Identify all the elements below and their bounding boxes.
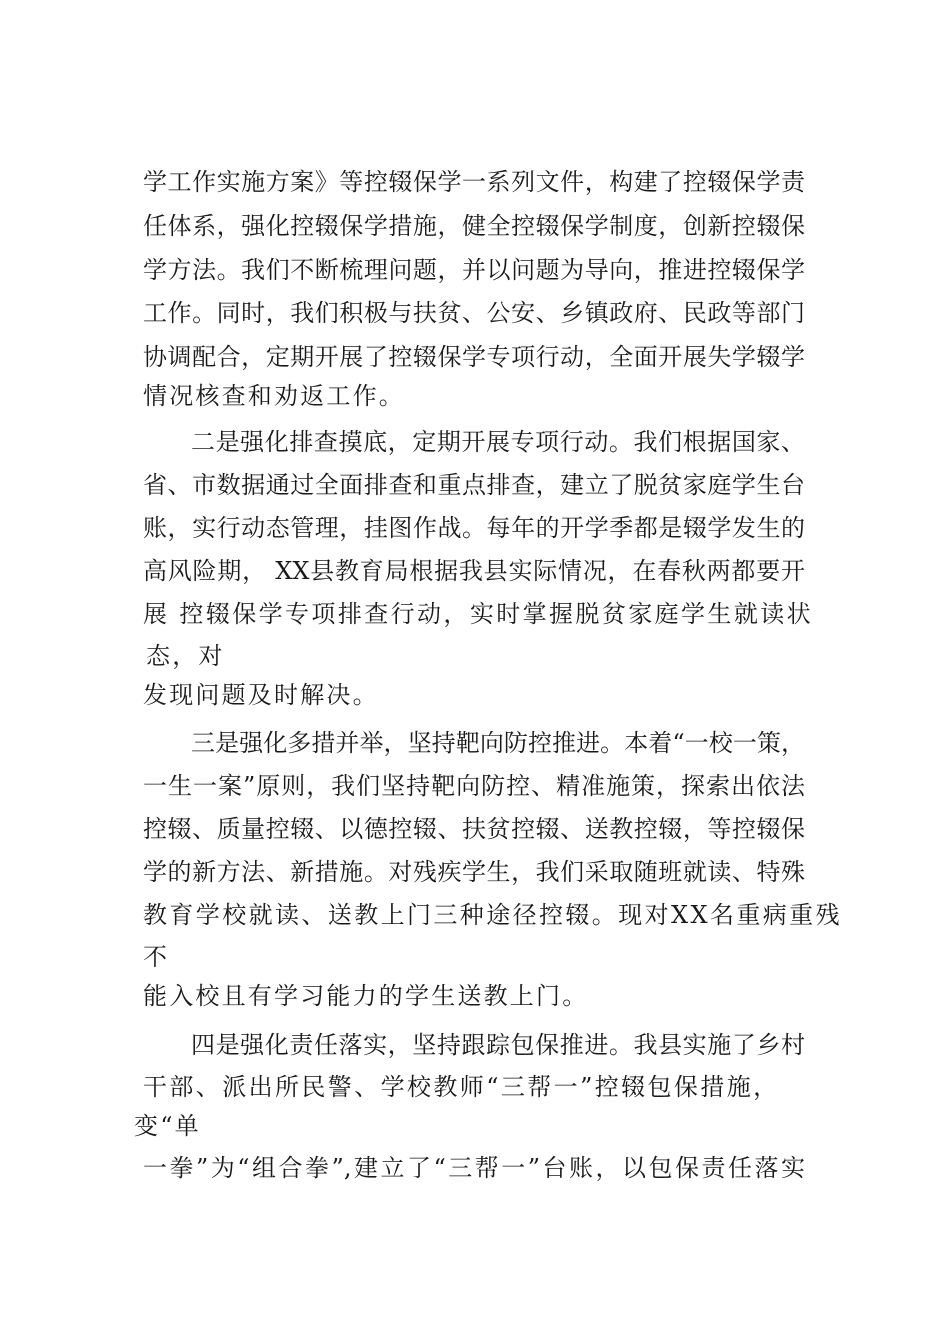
text-line: 控辍、质量控辍、以德控辍、扶贫控辍、送教控辍，等控辍保 (143, 815, 805, 843)
text-line: 工作。同时，我们积极与扶贫、公安、乡镇政府、民政等部门 (143, 299, 805, 327)
text-line: 发现问题及时解决。 (143, 681, 379, 709)
paragraph-first-line: 四是强化责任落实，坚持跟踪包保推进。我县实施了乡村 (191, 1031, 805, 1059)
text-line: 任体系，强化控辍保学措施，健全控辍保学制度，创新控辍保 (143, 212, 805, 240)
text-line: 教育学校就读、送教上门三种途径控辍。现对XX名重病重残 (143, 901, 842, 929)
text-line: 学的新方法、新措施。对残疾学生，我们采取随班就读、特殊 (143, 858, 805, 886)
text-line: 省、市数据通过全面排查和重点排查，建立了脱贫家庭学生台 (143, 471, 805, 499)
text-line: 一拳”为“组合拳”,建立了“三帮一”台账，以包保责任落实 (143, 1154, 805, 1182)
text-line: 账，实行动态管理，挂图作战。每年的开学季都是辍学发生的 (143, 514, 805, 542)
text-line: 不 (143, 943, 170, 971)
text-line: 学方法。我们不断梳理问题，并以问题为导向，推进控辍保学 (143, 256, 805, 284)
text-line: 展 控辍保学专项排查行动，实时掌握脱贫家庭学生就读状 (143, 600, 814, 628)
text-line: 能入校且有学习能力的学生送教上门。 (143, 982, 589, 1010)
text-line: 情况核查和劝返工作。 (143, 382, 405, 410)
text-line: 干部、派出所民警、学校教师“三帮一”控辍包保措施， (143, 1073, 780, 1101)
text-line: 协调配合，定期开展了控辍保学专项行动，全面开展失学辍学 (143, 343, 805, 371)
text-line: 一生一案”原则，我们坚持靶向防控、精准施策，探索出依法 (143, 772, 805, 800)
text-line: 学工作实施方案》等控辍保学一系列文件，构建了控辍保学责 (143, 168, 805, 196)
paragraph-first-line: 三是强化多措并举，坚持靶向防控推进。本着“一校一策， (191, 729, 805, 757)
paragraph-first-line: 二是强化排查摸底，定期开展专项行动。我们根据国家、 (191, 428, 805, 456)
text-line: 态，对 (146, 642, 225, 670)
text-line: 高风险期， XX县教育局根据我县实际情况，在春秋两都要开 (143, 557, 805, 585)
text-line: 变“单 (134, 1112, 201, 1140)
